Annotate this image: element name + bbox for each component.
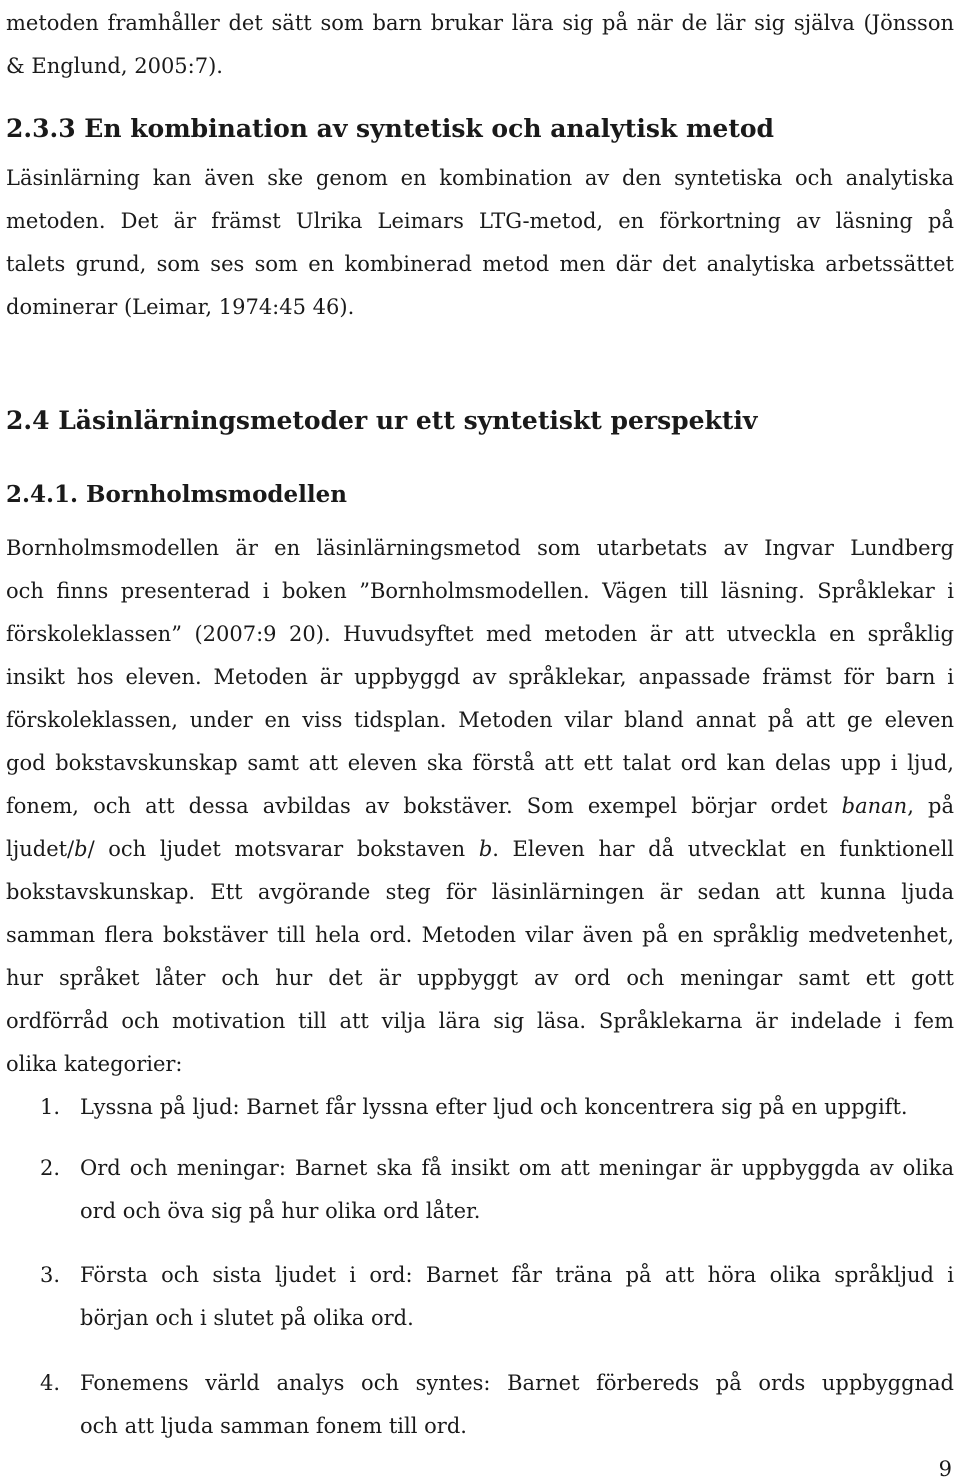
paragraph-line: metoden. Det är främst Ulrika Leimars LTG-metod, en förkortning av läsning på [6, 209, 954, 233]
paragraph-line: insikt hos eleven. Metoden är uppbyggd av språklekar, anpassade främst för barn i [6, 665, 954, 689]
text-run: fonem, och att dessa avbildas av bokstäver. Som exempel börjar ordet [6, 794, 842, 818]
italic-example-word: banan [841, 794, 908, 818]
paragraph-line: hur språket låter och hur det är uppbyggt av ord och meningar samt ett gott [6, 966, 954, 990]
list-item-number: 4. [40, 1371, 61, 1395]
list-item-text: och att ljuda samman fonem till ord. [80, 1414, 467, 1438]
paragraph-line: förskoleklassen, under en viss tidsplan. Metoden vilar bland annat på att ge eleven [6, 708, 954, 732]
text-run: , på [907, 794, 954, 818]
paragraph-line: förskoleklassen” (2007:9 20). Huvudsyftet med metoden är att utveckla en språklig [6, 622, 954, 646]
list-item-number: 1. [40, 1095, 61, 1119]
italic-letter: b [74, 837, 88, 861]
paragraph-line: Läsinlärning kan även ske genom en kombination av den syntetiska och analytiska [6, 166, 954, 190]
text-run: . Eleven har då utvecklat en funktionell [492, 837, 955, 861]
list-item-number: 2. [40, 1156, 61, 1180]
paragraph-line: bokstavskunskap. Ett avgörande steg för läsinlärningen är sedan att kunna ljuda [6, 880, 954, 904]
paragraph-line: & Englund, 2005:7). [6, 54, 223, 78]
paragraph-line: olika kategorier: [6, 1052, 183, 1076]
paragraph-line [6, 828, 954, 871]
page-number: 9 [938, 1457, 952, 1481]
paragraph-line: och finns presenterad i boken ”Bornholmsmodellen. Vägen till läsning. Språklekar i [6, 579, 954, 603]
list-item-number: 3. [40, 1263, 61, 1287]
paragraph-line: dominerar (Leimar, 1974:45 46). [6, 295, 355, 319]
list-item-text: ord och öva sig på hur olika ord låter. [80, 1199, 481, 1223]
section-heading-2-4: 2.4 Läsinlärningsmetoder ur ett syntetiskt perspektiv [6, 406, 758, 435]
section-heading-2-4-1: 2.4.1. Bornholmsmodellen [6, 481, 347, 508]
text-run: / och ljudet motsvarar bokstaven [87, 837, 479, 861]
paragraph-line [6, 785, 954, 828]
paragraph-line: Bornholmsmodellen är en läsinlärningsmetod som utarbetats av Ingvar Lundberg [6, 536, 954, 560]
list-item-text: Första och sista ljudet i ord: Barnet får träna på att höra olika språkljud i [80, 1263, 954, 1287]
paragraph-line: god bokstavskunskap samt att eleven ska förstå att ett talat ord kan delas upp i ljud, [6, 751, 954, 775]
section-heading-2-3-3: 2.3.3 En kombination av syntetisk och analytisk metod [6, 114, 775, 143]
text-run: ljudet/ [6, 837, 75, 861]
list-item-text: Fonemens värld analys och syntes: Barnet förbereds på ords uppbyggnad [80, 1371, 954, 1395]
paragraph-line: talets grund, som ses som en kombinerad metod men där det analytiska arbetssättet [6, 252, 954, 276]
paragraph-line: ordförråd och motivation till att vilja lära sig läsa. Språklekarna är indelade i fem [6, 1009, 954, 1033]
list-item-text: början och i slutet på olika ord. [80, 1306, 414, 1330]
list-item-text: Ord och meningar: Barnet ska få insikt om att meningar är uppbyggda av olika [80, 1156, 954, 1180]
paragraph-line: samman flera bokstäver till hela ord. Metoden vilar även på en språklig medvetenhet, [6, 923, 954, 947]
list-item-text: Lyssna på ljud: Barnet får lyssna efter ljud och koncentrera sig på en uppgift. [80, 1095, 908, 1119]
paragraph-line: metoden framhåller det sätt som barn brukar lära sig på när de lär sig själva (Jönsson [6, 11, 954, 35]
italic-letter: b [478, 837, 493, 861]
